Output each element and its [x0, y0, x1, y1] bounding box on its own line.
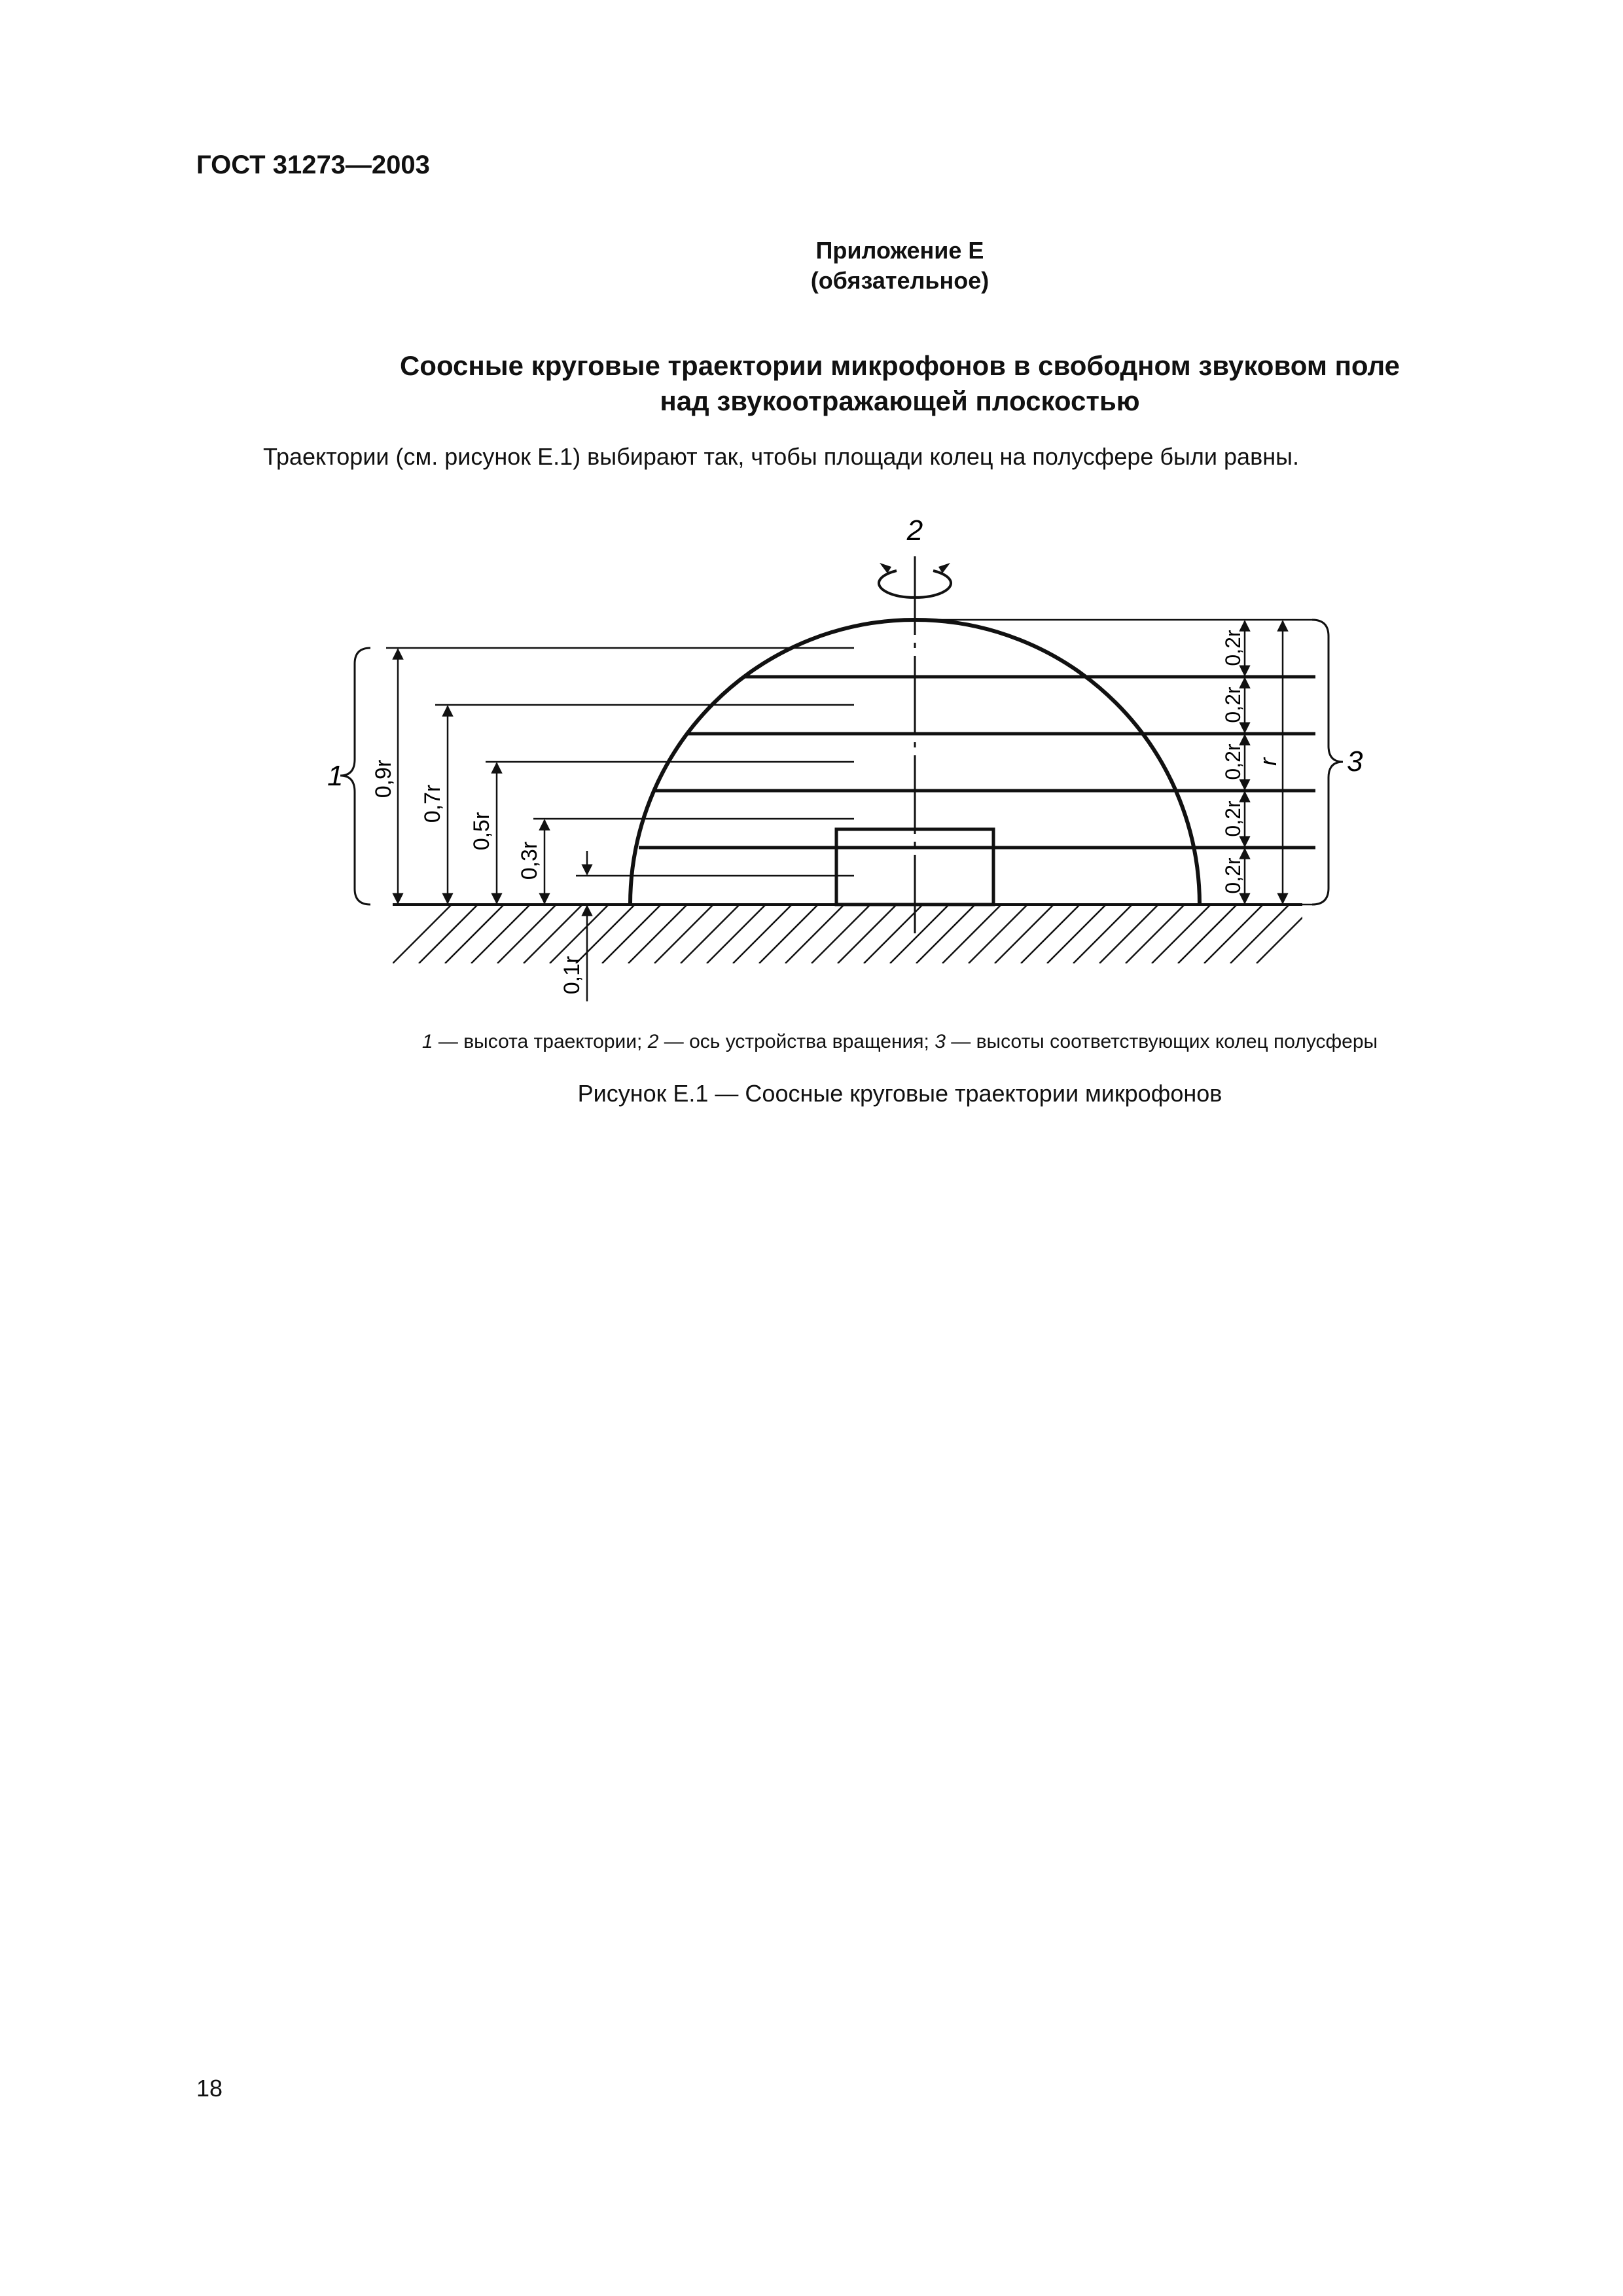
legend-text-2: — ось устройства вращения;: [658, 1031, 935, 1052]
intro-paragraph: Траектории (см. рисунок Е.1) выбирают так, чтобы площади колец на полусфере были равны.: [263, 443, 1299, 470]
document-code: ГОСТ 31273—2003: [196, 151, 430, 179]
legend-num-3: 3: [935, 1031, 946, 1052]
figure-e1-diagram: [0, 0, 1623, 1021]
ring-label-5: 0,2r: [1221, 857, 1245, 894]
brace-3: [1312, 620, 1343, 905]
page-number: 18: [196, 2075, 223, 2102]
height-label-03r: 0,3r: [517, 841, 542, 880]
legend-text-1: — высота траектории;: [433, 1031, 648, 1052]
legend-num-2: 2: [647, 1031, 659, 1052]
brace-1: [340, 648, 370, 905]
legend-text-3: — высоты соответствующих колец полусферы: [945, 1031, 1378, 1052]
ring-label-4: 0,2r: [1221, 800, 1245, 837]
label-1: 1: [327, 760, 344, 792]
figure-legend: [0, 1031, 1623, 1053]
section-title-line-1: Соосные круговые траектории микрофонов в свободном звуковом поле: [399, 350, 1400, 381]
height-label-01r: 0,1r: [560, 956, 584, 995]
figure-caption: Рисунок Е.1 — Соосные круговые траектории микрофонов: [577, 1080, 1222, 1107]
label-3: 3: [1347, 745, 1363, 778]
ring-label-1: 0,2r: [1221, 630, 1245, 666]
axis-label-2: 2: [906, 514, 923, 547]
legend-num-1: 1: [421, 1031, 433, 1052]
height-label-05r: 0,5r: [469, 812, 494, 851]
height-label-09r: 0,9r: [371, 759, 396, 798]
ground-hatching: [393, 905, 1315, 963]
height-label-07r: 0,7r: [420, 784, 445, 823]
annex-title: Приложение Е: [815, 237, 984, 264]
ring-label-2: 0,2r: [1221, 687, 1245, 723]
radius-label: r: [1255, 758, 1281, 766]
annex-status: (обязательное): [810, 267, 990, 294]
section-title-line-2: над звукоотражающей плоскостью: [660, 386, 1140, 416]
ring-label-3: 0,2r: [1221, 744, 1245, 780]
